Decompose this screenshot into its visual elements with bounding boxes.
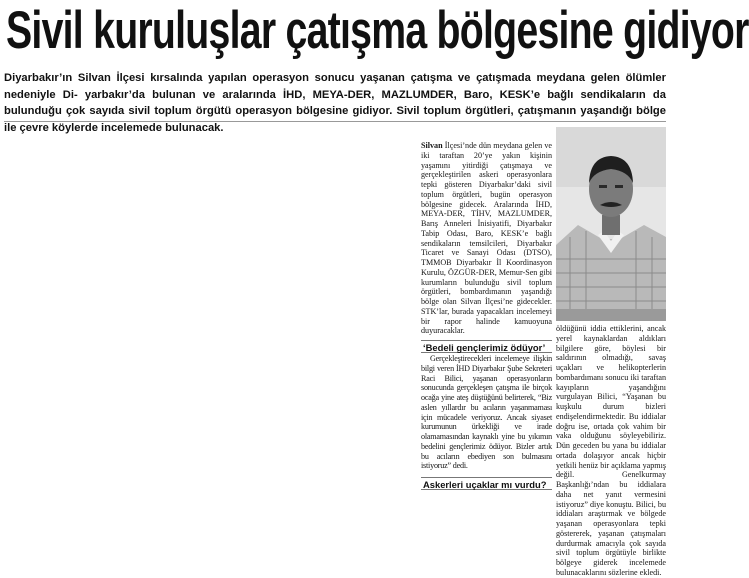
body-text: İlçesi’nde dün meydana gelen ve iki taraftan 20’ye yakın kişinin yaşamını yitirdiği çatışmaya ve gerçekleştirilen askeri operasyonlara tepki gösteren Diyarbakır’daki sivil toplum örgütleri, bugün operasyon bölgesine gidecek. Aralarında İHD, MEYA-DER, TİHV, MAZLUMDER, Barış Anneleri İnisiyatifi, Diyarbakır Tabip Odası, Baro, KESK’e bağlı sendikaların temsilcileri, Diyarbakır Ticaret ve Sanayi Odası (DTSO), TMMOB Diyarbakır İl Koordinasyon Kurulu, ÖZGÜR-DER, Memur-Sen gibi kurumların bulunduğu sivil toplum örgütleri, bombardımanın yaşandığı bölge olan Silvan İlçesi’ne gidecekler. STK’lar, burada yapacakları incelemeyi bir rapor halinde kamuoyuna duyuracaklar. (421, 141, 552, 336)
dateline-word: Silvan (421, 141, 443, 150)
body-column-4 (556, 324, 666, 577)
body-paragraph-1 (421, 141, 552, 336)
body-paragraph-4: öldüğünü iddia ettiklerini, ancak yerel kaynaklardan aldıkları bilgilere göre, böylesi bir saldırının olmadığı, savaş uçakları ve helikopterlerin bombardımanı sonucu iki taraftan kayıpların yaşandığını vurgulayan Bilici, “Yaşanan bu kuşkulu durum bizleri endişelendirmektedir. Bu iddialar doğru ise, ortada çok vahim bir vaka olduğunu söyleyebiliriz. Dün geceden bu yana bu iddialar ortada dolaşıyor ancak hiçbir yetkili henüz bir açıklama yapmış değil. Genelkurmay Başkanlığı’ndan bu iddialara daha net yanıt vermesini istiyoruz” diye konuştu. Bilici, bu iddiaları araştırmak ve bölgede yaşanan operasyonlara tepki göstererek, yaşanan çatışmaları durdurmak amacıyla çok sayıda sivil toplum örgütüyle birlikte bölgeye giderek incelemede bulunacaklarını sözlerine ekledi. (556, 324, 666, 577)
subheading-askerleri: Askerleri uçaklar mı vurdu? (421, 477, 552, 490)
lead-divider (4, 121, 666, 122)
lead-line: toplum örgütü operasyon bölgesine gidiyor. Sivil toplum örgütleri, çatışmanın yaşandığı bölge ile çevre köylerde incelemede bulunacak. (4, 105, 666, 134)
body-paragraph-2: Gerçekleştirecekleri incelemeye ilişkin bilgi veren İHD Diyarbakır Şube Sekreteri Raci Bilici, yaşanan operasyonların sonucunda gerçekleşen çatışma ile birçok ocağa yine ateş düştüğünü belirterek, “Biz aslen yıllardır bu acıların yaşanmaması için mücadele veriyoruz. Ancak siyaset kurumunun ürkekliği ve irade olamamasından kaynaklı yine bu yıkımın bedelini gençlerimiz ödüyor. Bizler artık bu acıların ebediyen son bulmasını istiyoruz” dedi. (421, 354, 552, 471)
lead-line: yarbakır’da bulunan ve aralarında İHD, MEYA-DER, MAZLUMDER, Baro, KESK’e bağlı sendikaların da bulunduğu çok sayıda sivil (4, 88, 666, 117)
headline: Sivil kuruluşlar çatışma bölgesine gidiyor (6, 1, 749, 60)
portrait-photo (556, 127, 666, 321)
subheading-bedeli: ‘Bedeli gençlerimiz ödüyor’ (421, 340, 552, 353)
body-paragraph-3 (421, 491, 552, 492)
body-column-1 (421, 141, 552, 340)
portrait-photo-icon (556, 127, 666, 321)
body-column-2 (421, 354, 552, 476)
body-column-3 (421, 491, 552, 492)
lead-line: Diyarbakır’ın Silvan İlçesi kırsalında yapılan operasyon sonucu yaşanan çatışma ve çatışmada meydana gelen ölümler nedeniyle Di- (4, 72, 666, 101)
